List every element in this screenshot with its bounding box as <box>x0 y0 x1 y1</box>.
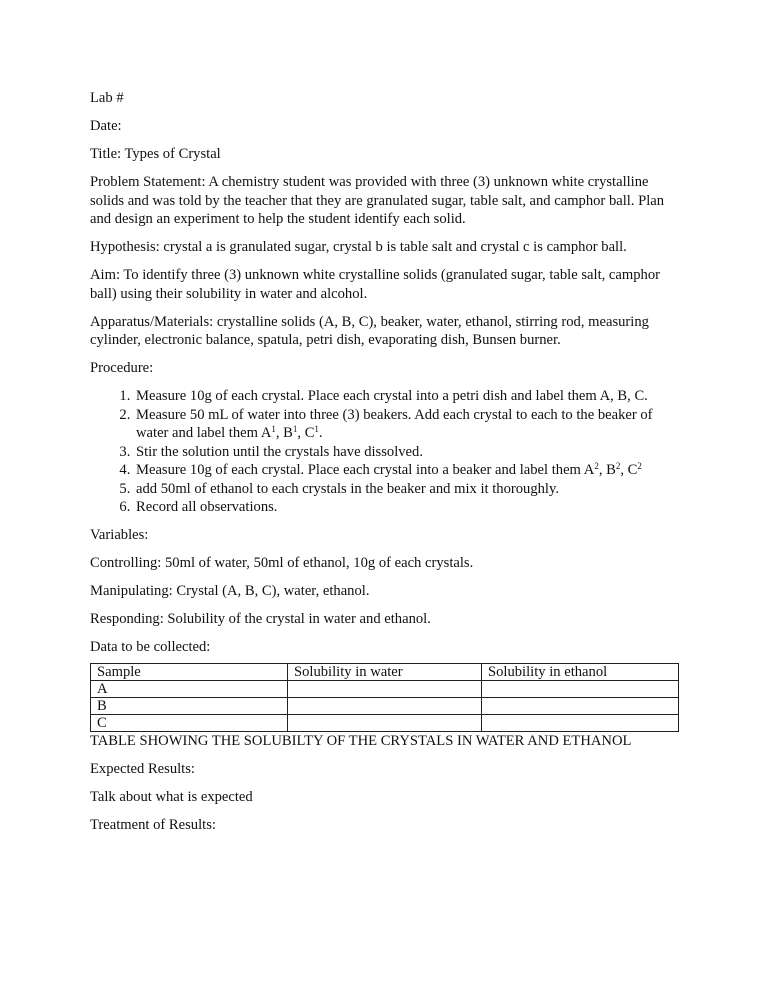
table-row <box>91 680 679 697</box>
data-heading: Data to be collected: <box>90 639 211 655</box>
title-line: Title: Types of Crystal <box>90 146 221 162</box>
table-header-row <box>91 663 679 680</box>
label-c1: $C^1$ <box>304 424 319 441</box>
table-row <box>91 697 679 714</box>
aim: Aim: To identify three (3) unknown white crystalline solids (granulated sugar, table salt, camphor ball) using their solubility in water and alcohol. <box>90 267 660 302</box>
header-sample: Sample <box>91 663 288 680</box>
expected-results-text: Talk about what is expected <box>90 788 253 805</box>
procedure-step-1 <box>134 387 680 406</box>
variables-heading: Variables: <box>90 527 149 543</box>
header-ethanol: Solubility in ethanol <box>482 663 679 680</box>
sample-cell: C <box>91 714 288 731</box>
table-caption: TABLE SHOWING THE SOLUBILTY OF THE CRYSTALS IN WATER AND ETHANOL <box>90 732 632 749</box>
label-b1: $B^1$ <box>283 424 298 441</box>
ethanol-cell <box>482 680 679 697</box>
apparatus: Apparatus/Materials: crystalline solids (A, B, C), beaker, water, ethanol, stirring rod, measuring cylinder, electronic balance, spatula, petri dish, evaporating dish, Bunsen burner. <box>90 313 649 348</box>
lab-number: Lab # <box>90 90 124 106</box>
step-1-text: Measure 10g of each crystal. Place each crystal into a petri dish and label them A, B, C. <box>136 388 648 404</box>
label-b2: $B^2$ <box>606 461 621 478</box>
procedure-step-5 <box>134 480 680 499</box>
header-water: Solubility in water <box>288 663 482 680</box>
ethanol-cell <box>482 697 679 714</box>
label-c2: $C^2$ <box>627 461 642 478</box>
treatment-of-results-heading: Treatment of Results: <box>90 816 216 833</box>
water-cell <box>288 697 482 714</box>
table-row <box>91 714 679 731</box>
expected-results-heading: Expected Results: <box>90 760 195 777</box>
data-table <box>90 663 679 732</box>
controlling-variables: Controlling: 50ml of water, 50ml of ethanol, 10g of each crystals. <box>90 555 474 571</box>
label-a1: $A^1$ <box>260 424 276 441</box>
manipulating-variables: Manipulating: Crystal (A, B, C), water, ethanol. <box>90 583 370 599</box>
step-5-text: add 50ml of ethanol to each crystals in the beaker and mix it thoroughly. <box>136 480 559 497</box>
sample-cell: A <box>91 680 288 697</box>
hypothesis: Hypothesis: crystal a is granulated sugar, crystal b is table salt and crystal c is camphor ball. <box>90 239 627 255</box>
date-line: Date: <box>90 118 122 134</box>
water-cell <box>288 714 482 731</box>
water-cell <box>288 680 482 697</box>
procedure-step-4: 4. Measure 10g of each crystal. Place each crystal into a beaker and label them $A^2$, $B^2$, $C^2$ <box>134 461 680 480</box>
step-3-text: Stir the solution until the crystals have dissolved. <box>136 443 423 460</box>
step-6-text: Record all observations. <box>136 499 278 515</box>
responding-variables: Responding: Solubility of the crystal in water and ethanol. <box>90 611 431 627</box>
step-2-text: Measure 50 mL of water into three (3) beakers. Add each crystal to each to the beaker of water and label them <box>136 406 653 441</box>
procedure-step-2: 2. Measure 50 mL of water into three (3) beakers. Add each crystal to each to the beaker of water and label them $A^1$, $B^1$, $C^1$. <box>134 406 680 443</box>
procedure-step-3 <box>134 443 680 462</box>
label-a2: $A^2$ <box>583 461 599 478</box>
step-4-text: Measure 10g of each crystal. Place each crystal into a beaker and label them <box>136 462 584 478</box>
procedure-list <box>90 387 680 517</box>
procedure-step-6 <box>134 498 680 517</box>
procedure-heading: Procedure: <box>90 360 154 376</box>
sample-cell: B <box>91 697 288 714</box>
ethanol-cell <box>482 714 679 731</box>
problem-statement: Problem Statement: A chemistry student was provided with three (3) unknown white crystalline solids and was told by the teacher that they are granulated sugar, table salt, and camphor ball. Plan and design an experiment to help the student identify each solid. <box>90 174 665 227</box>
document-page <box>90 89 680 844</box>
